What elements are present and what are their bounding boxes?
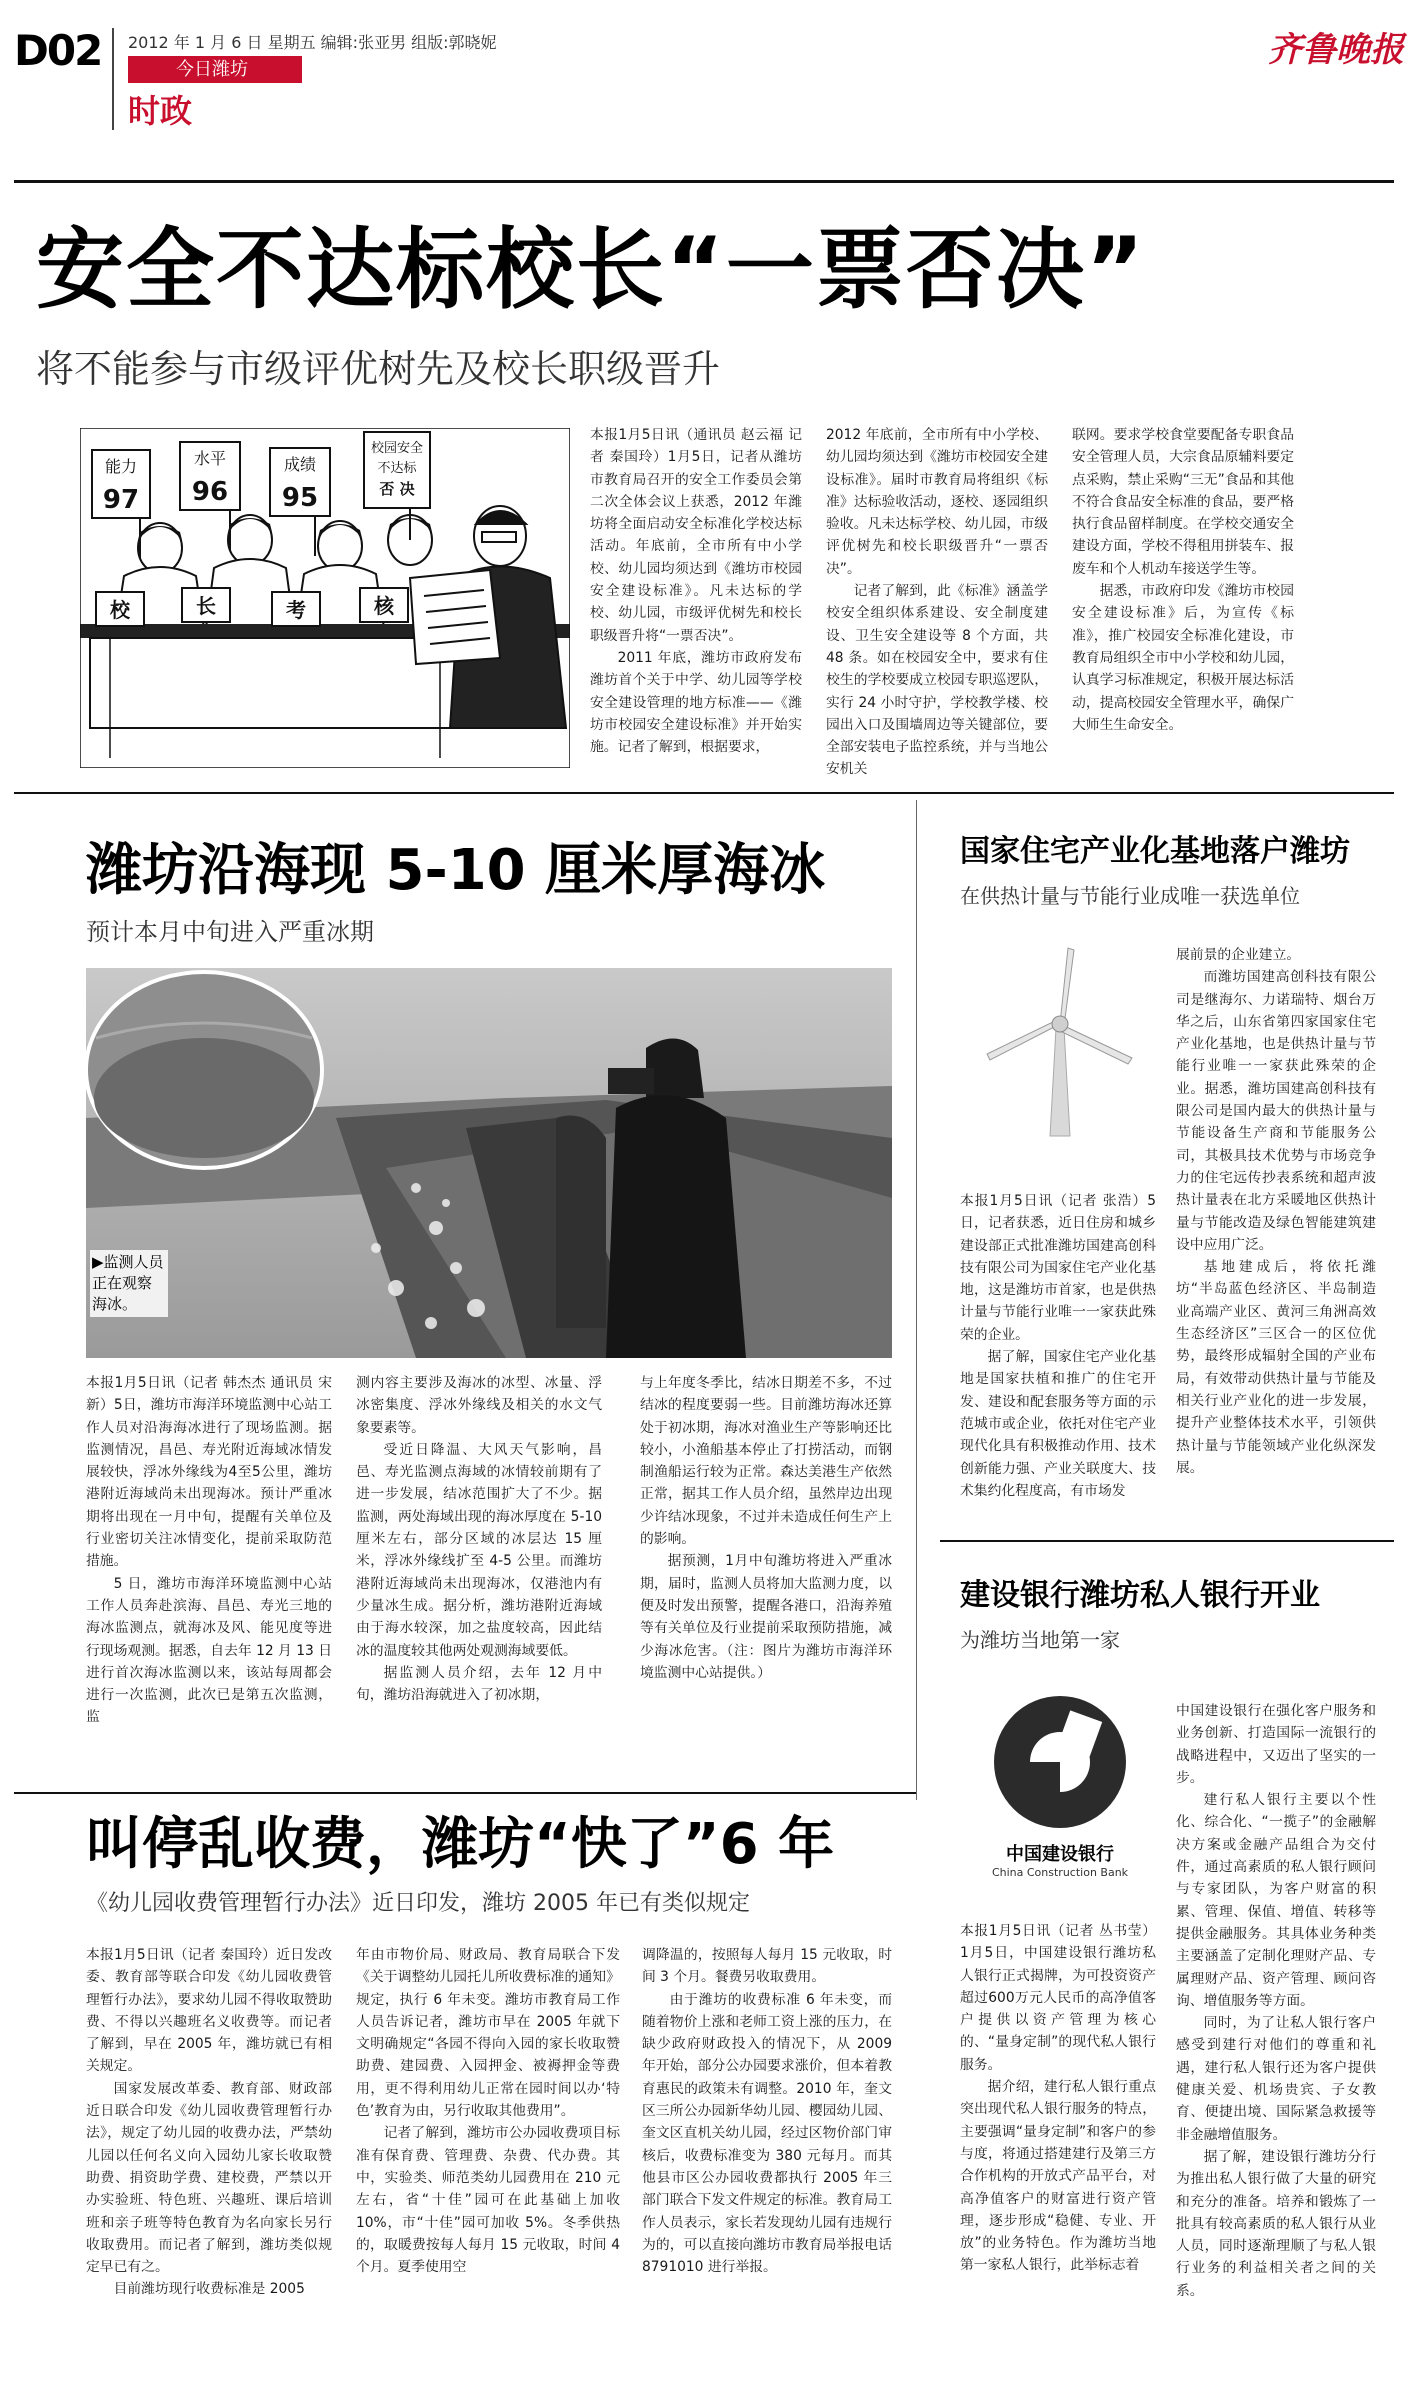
story1-p1: 本报1月5日讯（通讯员 赵云福 记者 秦国玲）1月5日，记者从潍坊市教育局召开的安全工作委员会第二次全体会议上获悉，2012 年潍坊将全面启动安全标准化学校达标活动。年底前，全市所有中小学校、幼儿园均须达到《潍坊市校园安全建设标准》。凡未达标的学校、幼儿园，市级评优树先和校长职级晋升将“一票否决”。: [590, 427, 802, 644]
section-name: 时政: [128, 92, 193, 130]
story4-col1: [960, 1920, 1156, 2370]
card-safety-2: 不达标: [377, 461, 417, 476]
story5-headline: 叫停乱收费，潍坊“快了”6 年: [86, 1812, 835, 1877]
story4-subhead: 为潍坊当地第一家: [960, 1628, 1120, 1652]
date-line: 2012 年 1 月 6 日 星期五 编辑:张亚男 组版:郭晓妮: [128, 33, 497, 52]
card-result-score: 95: [281, 483, 319, 513]
story1-p2: 2011 年底，潍坊市政府发布潍坊首个关于中学、幼儿园等学校安全建设管理的地方标准——《潍坊市校园安全建设标准》并开始实施。记者了解到，根据要求，: [590, 649, 802, 756]
page-number: D02: [14, 26, 102, 75]
story3-p2: 据了解，国家住宅产业化基地是国家扶植和推广的住宅开发、建设和配套服务等方面的示范城市或企业，依托对住宅产业现代化具有积极推动作用、技术创新能力强、产业关联度大、技术集约化程度高，有市场发: [960, 1349, 1156, 1499]
story2-headline: 潍坊沿海现 5-10 厘米厚海冰: [86, 838, 826, 903]
story5-p1: 本报1月5日讯（记者 秦国玲）近日发改委、教育部等联合印发《幼儿园收费管理暂行办法》，要求幼儿园不得收取赞助费、不得以兴趣班名义收费等。而记者了解到，早在 2005 年，潍坊就已有相关规定。: [86, 1947, 332, 2075]
story4-headline: 建设银行潍坊私人银行开业: [960, 1578, 1320, 1613]
story3-col1: [960, 1190, 1156, 1630]
ccb-logo-cn: 中国建设银行: [1006, 1844, 1114, 1865]
story1-p3: 2012 年底前，全市所有中小学校、幼儿园均须达到《潍坊市校园安全建设标准》。届时市教育局将组织《标准》达标验收活动，逐校、逐园组织验收。凡未达标学校、幼儿园，市级评优树先和校长职级晋升“一票否决”。: [826, 427, 1048, 577]
story5-p5: 记者了解到，潍坊市公办园收费项目标准有保育费、管理费、杂费、代办费。其中，实验类、师范类幼儿园费用在 210 元左右，省“十佳”园可在此基础上加收 10%，市“十佳”园可加收 5%。冬季供热的，取暖费按每人每月 15 元收取，时间 4 个月。夏季使用空: [356, 2125, 620, 2276]
story4-p1: 本报1月5日讯（记者 丛书莹）1月5日，中国建设银行潍坊私人银行正式揭牌，为可投资资产超过600万元人民币的高净值客户提供以资产管理为核心的、“量身定制”的现代私人银行服务。: [960, 1923, 1156, 2073]
story1-headline: 安全不达标校长“一票否决”: [36, 218, 1146, 321]
plate-kao: 考: [286, 598, 306, 622]
story3-col2: [1176, 944, 1376, 1630]
story1-col3: [1072, 424, 1294, 780]
story4-p4: 建行私人银行主要以个性化、综合化、“一揽子”的金融解决方案或金融产品组合为交付件，通过高素质的私人银行顾问与专家团队，为客户财富的积累、管理、保值、增值、转移等提供金融服务。其具体业务种类主要涵盖了定制化理财产品、专属理财产品、资产管理、顾问咨询、增值服务等方面。: [1176, 1792, 1376, 2009]
story2-p6: 与上年度冬季比，结冰日期差不多，不过结冰的程度要弱一些。目前潍坊海冰还算处于初冰期，海冰对渔业生产等影响还比较小，小渔船基本停止了打捞活动，而钢制渔船运行较为正常。森达美港生产依然正常，据其工作人员介绍，虽然岸边出现少许结冰现象，不过并未造成任何生产上的影响。: [640, 1375, 892, 1548]
story3-subhead: 在供热计量与节能行业成唯一获选单位: [960, 884, 1300, 908]
story3-headline: 国家住宅产业化基地落户潍坊: [960, 834, 1350, 869]
story3-p4: 而潍坊国建高创科技有限公司是继海尔、力诺瑞特、烟台万华之后，山东省第四家国家住宅产业化基地，也是供热计量与节能行业唯一一家获此殊荣的企业。据悉，潍坊国建高创科技有限公司是国内最大的供热计量与节能设备生产商和节能服务公司，其极具技术优势与市场竞争力的住宅远传抄表系统和超声波热计量表在北方采暖地区供热计量与节能改造及绿色智能建筑建设中应用广泛。: [1176, 969, 1376, 1253]
paper-logo: 齐鲁晚报: [1268, 30, 1404, 70]
story3-p5: 基地建成后，将依托潍坊“半岛蓝色经济区、半岛制造业高端产业区、黄河三角洲高效生态经济区”三区合一的区位优势，最终形成辐射全国的产业布局，有效带动供热计量与节能及相关行业产业化的进一步发展，提升产业整体技术水平，引领供热计量与节能领域产业化纵深发展。: [1176, 1259, 1376, 1476]
story5-col1: [86, 1944, 332, 2374]
card-ability: 能力: [104, 457, 138, 476]
school-safety-cartoon: [80, 428, 570, 768]
story2-col3: [640, 1372, 892, 1782]
story5-col2: [356, 1944, 620, 2374]
story2-p5: 据监测人员介绍，去年 12 月中旬，潍坊沿海就进入了初冰期，: [356, 1664, 602, 1704]
plate-xiao: 校: [110, 598, 130, 622]
card-safety-1: 校园安全: [370, 441, 424, 456]
story5-p6: 调降温的，按照每人每月 15 元收取，时间 3 个月。餐费另收取费用。: [642, 1947, 892, 1986]
story2-subhead: 预计本月中旬进入严重冰期: [86, 918, 374, 946]
card-level: 水平: [193, 449, 227, 468]
card-level-score: 96: [191, 477, 229, 507]
story2-p2: 5 日，潍坊市海洋环境监测中心站工作人员奔赴滨海、昌邑、寿光三地的海冰监测点，就海冰及风、能见度等进行现场观测。据悉，自去年 12 月 13 日进行首次海冰监测以来，该站每周都会进行一次监测，此次已是第五次监测，监: [86, 1575, 332, 1726]
story4-p5: 同时，为了让私人银行客户感受到建行对他们的尊重和礼遇，建行私人银行还为客户提供健康关爱、机场贵宾、子女教育、便捷出境、国际紧急救援等非金融增值服务。: [1176, 2015, 1376, 2143]
ccb-logo-en: China Construction Bank: [991, 1866, 1129, 1879]
wind-turbine-image: [960, 940, 1160, 1140]
plate-he: 核: [374, 594, 394, 618]
card-safety-3: 否 决: [379, 480, 415, 498]
photo-caption: ▶监测人员正在观察海冰。: [90, 1250, 168, 1317]
story5-p2: 国家发展改革委、教育部、财政部近日联合印发《幼儿园收费管理暂行办法》，规定了幼儿园的收费办法，严禁幼儿园以任何名义向入园幼儿家长收取赞助费、捐资助学费、建校费，严禁以开办实验班、特色班、兴趣班、课后培训班和亲子班等特色教育为名向家长另行收取费用。而记者了解到，潍坊类似规定早已有之。: [86, 2080, 332, 2276]
story2-col2: [356, 1372, 602, 1782]
section-tag: 今日潍坊: [128, 56, 302, 83]
story1-col1: [590, 424, 802, 780]
story3-p3: 展前景的企业建立。: [1176, 947, 1301, 963]
story3-p1: 本报1月5日讯（记者 张浩）5日，记者获悉，近日住房和城乡建设部正式批准潍坊国建高创科技有限公司为国家住宅产业化基地，这是潍坊市首家，也是供热计量与节能行业唯一一家获此殊荣的企业。: [960, 1193, 1156, 1343]
story5-subhead: 《幼儿园收费管理暂行办法》近日印发，潍坊 2005 年已有类似规定: [86, 1891, 750, 1916]
story4-p6: 据了解，建设银行潍坊分行为推出私人银行做了大量的研究和充分的准备。培养和锻炼了一批具有较高素质的私人银行从业人员，同时逐渐理顺了与私人银行业务的利益相关者之间的关系。: [1176, 2148, 1376, 2299]
card-result: 成绩: [283, 455, 317, 474]
story1-p6: 据悉，市政府印发《潍坊市校园安全建设标准》后，为宣传《标准》，推广校园安全标准化建设，市教育局组织全市中小学校和幼儿园，认真学习标准规定，积极开展达标活动，提高校园安全管理水平，确保广大师生生命安全。: [1072, 583, 1294, 733]
story5-p3: 目前潍坊现行收费标准是 2005: [113, 2281, 305, 2298]
story2-p3: 测内容主要涉及海冰的冰型、冰量、浮冰密集度、浮冰外缘线及相关的水文气象要素等。: [356, 1375, 602, 1436]
story1-p5: 联网。要求学校食堂要配备专职食品安全管理人员，大宗食品原辅料要定点采购，禁止采购“三无”食品和其他不符合食品安全标准的食品，要严格执行食品留样制度。在学校交通安全建设方面，学校不得租用拼装车、报废车和个人机动车接送学生等。: [1072, 427, 1294, 577]
story5-col3: [642, 1944, 892, 2374]
story2-p1: 本报1月5日讯（记者 韩杰杰 通讯员 宋新）5日，潍坊市海洋环境监测中心站工作人员对沿海海冰进行了现场监测。据监测情况，昌邑、寿光附近海域冰情发展较快，浮冰外缘线为4至5公里，潍坊港附近海域尚未出现海冰。预计严重冰期将出现在一月中旬，提醒有关单位及行业密切关注冰情变化，提前采取防范措施。: [86, 1375, 332, 1570]
sea-ice-photo: [86, 968, 892, 1358]
story1-col2: [826, 424, 1048, 780]
story2-p4: 受近日降温、大风天气影响，昌邑、寿光监测点海域的冰情较前期有了进一步发展，结冰范围扩大了不少。据监测，两处海域出现的海冰厚度在 5-10 厘米左右，部分区域的冰层达 15 厘米，浮冰外缘线扩至 4-5 公里。而潍坊港附近海域尚未出现海冰，仅港池内有少量冰生成。据分析，潍坊港附近海域由于海水较深，加之盐度较高，因此结冰的温度较其他两处观测海域要低。: [356, 1441, 602, 1659]
story4-col2: [1176, 1700, 1376, 2370]
story2-p7: 据预测，1月中旬潍坊将进入严重冰期，届时，监测人员将加大监测力度，以便及时发出预警，提醒各港口，沿海养殖等有关单位及行业提前采取预防措施，减少海冰危害。（注：图片为潍坊市海洋环境监测中心站提供。）: [640, 1553, 892, 1681]
story5-p7: 由于潍坊的收费标准 6 年未变，而随着物价上涨和老师工资上涨的压力，在缺少政府财政投入的情况下，从 2009 年开始，部分公办园要求涨价，但本着教育惠民的政策未有调整。2010 年，奎文区三所公办园新华幼儿园、樱园幼儿园、奎文区直机关幼儿园，经过区物价部门审核后，收费标准变为 380 元每月。而其他县市区公办园收费都执行 2005 年三部门联合下发文件规定的标准。教育局工作人员表示，家长若发现幼儿园有违规行为的，可以直接向潍坊市教育局举报电话 8791010 进行举报。: [642, 1991, 892, 2276]
story4-p3: 中国建设银行在强化客户服务和业务创新、打造国际一流银行的战略进程中，又迈出了坚实的一步。: [1176, 1703, 1376, 1786]
card-ability-score: 97: [102, 485, 140, 515]
story4-p2: 据介绍，建行私人银行重点突出现代私人银行服务的特点，主要强调“量身定制”和客户的参与度，将通过搭建建行及第三方合作机构的开放式产品平台，对高净值客户的财富进行资产管理，逐步形成“稳健、专业、开放”的业务特色。作为潍坊当地第一家私人银行，此举标志着: [960, 2079, 1156, 2274]
plate-zhang: 长: [196, 594, 216, 618]
story1-subhead: 将不能参与市级评优树先及校长职级晋升: [36, 347, 721, 391]
ccb-logo: [960, 1690, 1160, 1890]
story5-p4: 年由市物价局、财政局、教育局联合下发《关于调整幼儿园托儿所收费标准的通知》规定，执行 6 年未变。潍坊市教育局工作人员告诉记者，潍坊市早在 2005 年就下文明确规定“各园不得向入园的家长收取赞助费、建园费、入园押金、被褥押金等费用，更不得利用幼儿正常在园时间以办‘特色’教育为由，另行收取其他费用”。: [356, 1947, 620, 2120]
story1-p4: 记者了解到，此《标准》涵盖学校安全组织体系建设、安全制度建设、卫生安全建设等 8 个方面，共 48 条。如在校园安全中，要求有住校生的学校要成立校园专职巡逻队，实行 24 小时守护，学校教学楼、校园出入口及围墙周边等关键部位，要全部安装电子监控系统，并与当地公安机关: [826, 583, 1048, 778]
story2-col1: [86, 1372, 332, 1782]
